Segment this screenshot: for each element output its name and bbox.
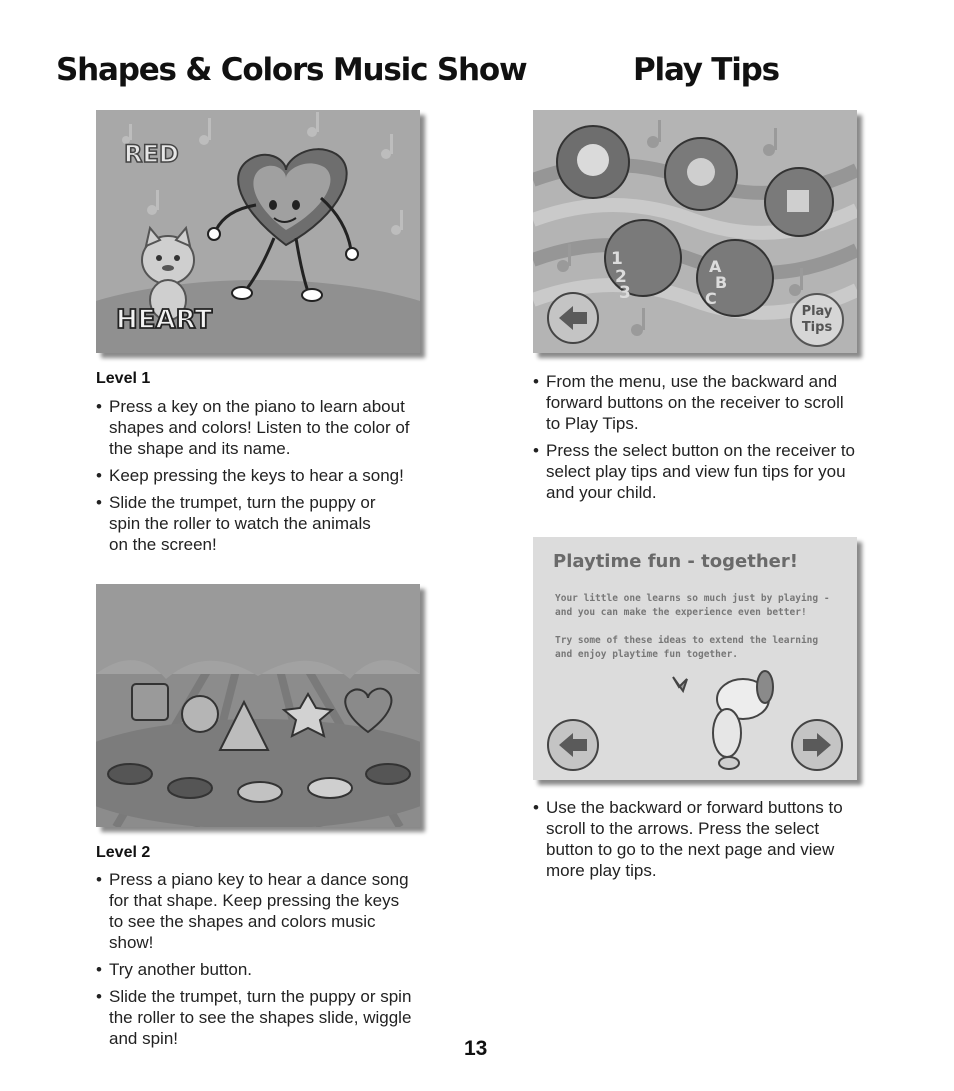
tips-text: and you can make the experience even better! bbox=[555, 607, 807, 618]
level1-heading: Level 1 bbox=[96, 370, 151, 387]
tips-text: Try some of these ideas to extend the learning bbox=[555, 635, 819, 646]
list-item: • Slide the trumpet, turn the puppy or spin the roller to watch the animals on the screen! bbox=[96, 492, 394, 555]
tips-heading: Playtime fun - together! bbox=[553, 551, 798, 572]
number-glyph: 1 bbox=[611, 249, 623, 269]
page-number: 13 bbox=[464, 1037, 488, 1060]
letter-glyph: A bbox=[709, 257, 722, 276]
screenshot-level2-dance-stage bbox=[96, 584, 420, 827]
tips-text: and enjoy playtime fun together. bbox=[555, 649, 739, 660]
letter-glyph: C bbox=[705, 289, 717, 308]
list-item: • Press a piano key to hear a dance song for that shape. Keep pressing the keys to see the shapes and colors music show! bbox=[96, 869, 411, 953]
list-item: • From the menu, use the backward and forward buttons on the receiver to scroll to Play Tips. bbox=[533, 371, 858, 434]
shape-label: HEART bbox=[116, 305, 213, 335]
level2-heading: Level 2 bbox=[96, 844, 151, 861]
play-tips-button[interactable] bbox=[791, 294, 843, 346]
play-tips-bullets-bottom bbox=[533, 797, 861, 887]
letter-glyph: B bbox=[715, 273, 728, 292]
list-item: • Keep pressing the keys to hear a song! bbox=[96, 465, 416, 486]
number-glyph: 3 bbox=[619, 283, 631, 303]
level2-bullet-list bbox=[96, 869, 418, 1055]
screenshot-playtime-tips bbox=[533, 537, 857, 780]
play-tips-label: Tips bbox=[801, 320, 833, 335]
forward-arrow-button[interactable] bbox=[792, 720, 842, 770]
back-arrow-button[interactable] bbox=[548, 293, 598, 343]
screenshot-main-menu bbox=[533, 110, 857, 353]
list-item: • Use the backward or forward buttons to scroll to the arrows. Press the select button to go to the next page and view more play tips. bbox=[533, 797, 861, 881]
screenshot-level1-heart bbox=[96, 110, 420, 353]
number-glyph: 2 bbox=[615, 267, 627, 287]
section-title-play-tips: Play Tips bbox=[633, 52, 779, 88]
list-item: • Press a key on the piano to learn about shapes and colors! Listen to the color of the shape and its name. bbox=[96, 396, 416, 459]
list-item: • Press the select button on the receiver to select play tips and view fun tips for you and your child. bbox=[533, 440, 858, 503]
section-title-shapes-colors: Shapes & Colors Music Show bbox=[56, 52, 527, 88]
play-tips-label: Play bbox=[801, 304, 833, 319]
level1-bullet-list bbox=[96, 396, 416, 561]
list-item: • Slide the trumpet, turn the puppy or spin the roller to see the shapes slide, wiggle and spin! bbox=[96, 986, 418, 1049]
color-label: RED bbox=[124, 140, 179, 168]
list-item: • Try another button. bbox=[96, 959, 418, 980]
back-arrow-button[interactable] bbox=[548, 720, 598, 770]
play-tips-bullets-top bbox=[533, 371, 858, 509]
tips-text: Your little one learns so much just by playing - bbox=[555, 593, 830, 604]
